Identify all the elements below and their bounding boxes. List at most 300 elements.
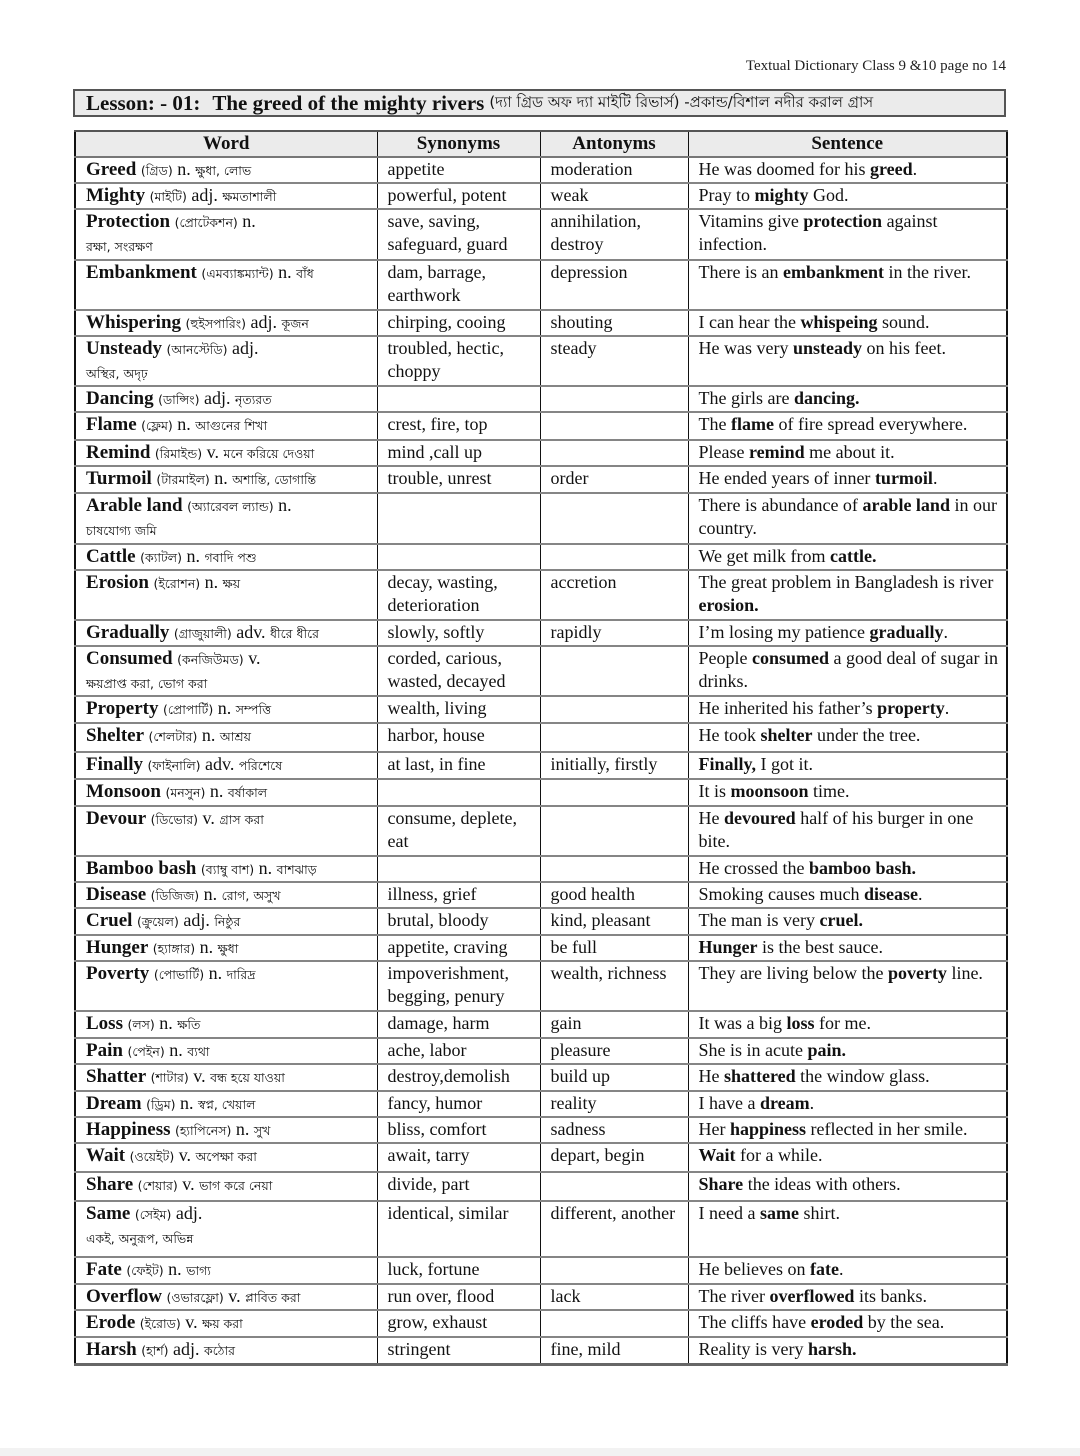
headword: Overflow	[86, 1286, 162, 1307]
sentence-prefix: I’m losing my patience	[698, 622, 870, 642]
headword: Remind	[86, 442, 151, 463]
pronunciation: (মনসুন)	[165, 785, 206, 800]
table-row	[75, 620, 1007, 646]
antonyms-cell	[540, 493, 688, 544]
table-row	[75, 570, 1007, 620]
headword: Happiness	[86, 1119, 171, 1140]
sentence-suffix: under the tree.	[812, 725, 921, 745]
sentence-cell	[688, 440, 1007, 466]
word-cell	[75, 260, 377, 310]
table-row	[75, 935, 1007, 961]
sentence-prefix: Please	[698, 442, 749, 462]
table-row	[75, 1143, 1007, 1172]
bengali-meaning: অপেক্ষা করা	[195, 1149, 257, 1164]
headword: Fate	[86, 1259, 122, 1280]
sentence-keyword: protection	[803, 211, 883, 231]
header-word: Word	[75, 131, 377, 157]
part-of-speech: v.	[206, 442, 220, 462]
header-synonyms: Synonyms	[377, 131, 540, 157]
antonyms-cell: depression	[540, 260, 688, 310]
table-row	[75, 1337, 1007, 1364]
part-of-speech: v.	[185, 1312, 198, 1332]
lesson-label: Lesson: - 01:	[86, 90, 201, 115]
antonyms-cell: depart, begin	[540, 1143, 688, 1172]
sentence-suffix: its banks.	[854, 1286, 927, 1306]
sentence-keyword: turmoil	[874, 468, 933, 488]
sentence-cell	[688, 1091, 1007, 1117]
synonyms-cell: corded, carious, wasted, decayed	[377, 646, 540, 696]
table-row	[75, 1117, 1007, 1143]
table-row	[75, 723, 1007, 752]
part-of-speech: v.	[182, 1174, 195, 1194]
bengali-meaning: ক্ষতি	[177, 1017, 201, 1032]
sentence-cell	[688, 1310, 1007, 1337]
word-cell	[75, 412, 377, 440]
sentence-cell	[688, 961, 1007, 1011]
part-of-speech: n.	[169, 1040, 183, 1060]
part-of-speech: v.	[248, 648, 261, 668]
part-of-speech: n.	[278, 495, 292, 515]
sentence-suffix: in the river.	[883, 262, 971, 282]
sentence-keyword: same	[759, 1203, 799, 1223]
part-of-speech: n.	[235, 1119, 250, 1139]
sentence-keyword: mighty	[754, 185, 809, 205]
lesson-title-english: The greed of the mighty rivers	[212, 90, 485, 115]
antonyms-cell: gain	[540, 1011, 688, 1038]
word-cell	[75, 570, 377, 620]
synonyms-cell: run over, flood	[377, 1284, 540, 1310]
table-row	[75, 466, 1007, 493]
sentence-cell	[688, 1117, 1007, 1143]
sentence-suffix: for a while.	[735, 1145, 823, 1165]
sentence-cell	[688, 806, 1007, 856]
bengali-meaning: নিষ্ঠুর	[214, 914, 241, 929]
pronunciation: (শাটার)	[150, 1070, 189, 1085]
bengali-meaning: চাষযোগ্য জমি	[86, 523, 157, 538]
headword: Finally	[86, 754, 144, 775]
part-of-speech: adj.	[175, 1203, 203, 1223]
sentence-suffix: .	[838, 1259, 844, 1279]
word-cell	[75, 157, 377, 183]
sentence-cell	[688, 935, 1007, 961]
sentence-prefix: I need a	[698, 1203, 760, 1223]
synonyms-cell: identical, similar	[377, 1201, 540, 1257]
synonyms-cell: await, tarry	[377, 1143, 540, 1172]
headword: Shatter	[86, 1066, 147, 1087]
table-row	[75, 544, 1007, 570]
sentence-cell	[688, 157, 1007, 183]
synonyms-cell	[377, 544, 540, 570]
sentence-suffix: me about it.	[804, 442, 895, 462]
headword: Devour	[86, 808, 147, 829]
pronunciation: (ক্রুয়েল)	[136, 914, 179, 929]
pronunciation: (প্রোটেকশন)	[174, 215, 238, 230]
sentence-cell	[688, 570, 1007, 620]
part-of-speech: n.	[177, 159, 191, 179]
sentence-prefix: I have a	[698, 1093, 760, 1113]
page-reference: Textual Dictionary Class 9 &10 page no 14	[745, 58, 1006, 74]
sentence-suffix: .	[932, 468, 938, 488]
word-cell	[75, 908, 377, 935]
part-of-speech: n.	[217, 698, 232, 718]
sentence-keyword: remind	[748, 442, 805, 462]
sentence-keyword: Wait	[698, 1145, 736, 1165]
part-of-speech: adj.	[183, 910, 210, 930]
sentence-cell	[688, 1011, 1007, 1038]
antonyms-cell: fine, mild	[540, 1337, 688, 1364]
headword: Harsh	[86, 1339, 137, 1360]
table-row	[75, 882, 1007, 908]
word-cell	[75, 856, 377, 882]
table-row	[75, 1064, 1007, 1091]
sentence-suffix: half of his burger in one bite.	[698, 808, 974, 851]
synonyms-cell: decay, wasting, deterioration	[377, 570, 540, 620]
sentence-suffix: time.	[808, 781, 850, 801]
bengali-meaning: কূজন	[281, 316, 309, 331]
sentence-prefix: He	[698, 1066, 724, 1086]
sentence-prefix: We get milk from	[698, 546, 831, 566]
part-of-speech: adv.	[205, 754, 235, 774]
word-cell	[75, 646, 377, 696]
sentence-prefix: He took	[698, 725, 761, 745]
pronunciation: (এমব্যাঙ্কম্যান্ট)	[201, 266, 274, 281]
sentence-prefix: He was doomed for his	[698, 159, 870, 179]
table-row	[75, 310, 1007, 336]
part-of-speech: adj.	[231, 338, 259, 358]
sentence-suffix: a good deal of sugar in drinks.	[698, 648, 998, 691]
pronunciation: (পেইন)	[127, 1044, 165, 1059]
sentence-suffix: .	[944, 698, 950, 718]
sentence-cell	[688, 544, 1007, 570]
sentence-cell	[688, 696, 1007, 723]
sentence-cell	[688, 723, 1007, 752]
word-cell	[75, 723, 377, 752]
sentence-prefix: The	[698, 414, 731, 434]
sentence-suffix: by the sea.	[863, 1312, 945, 1332]
sentence-cell	[688, 336, 1007, 386]
sentence-prefix: Vitamins give	[698, 211, 804, 231]
synonyms-cell: crest, fire, top	[377, 412, 540, 440]
table-row	[75, 157, 1007, 183]
word-cell	[75, 209, 377, 260]
sentence-cell	[688, 466, 1007, 493]
part-of-speech: adj.	[203, 388, 231, 408]
word-cell	[75, 183, 377, 209]
sentence-keyword: cruel.	[819, 910, 863, 930]
synonyms-cell: divide, part	[377, 1172, 540, 1201]
sentence-cell	[688, 493, 1007, 544]
bengali-meaning: পরিশেষে	[238, 758, 283, 773]
bengali-meaning: অস্থির, অদৃঢ়	[86, 366, 148, 381]
bengali-meaning: ক্ষমতাশালী	[222, 189, 277, 204]
table-row	[75, 806, 1007, 856]
sentence-cell	[688, 779, 1007, 806]
sentence-cell	[688, 183, 1007, 209]
bengali-meaning: কঠোর	[204, 1343, 235, 1358]
word-cell	[75, 440, 377, 466]
synonyms-cell: wealth, living	[377, 696, 540, 723]
sentence-keyword: arable land	[862, 495, 950, 515]
sentence-cell	[688, 752, 1007, 779]
antonyms-cell: annihilation, destroy	[540, 209, 688, 260]
synonyms-cell: impoverishment, begging, penury	[377, 961, 540, 1011]
pronunciation: (ড্রিম)	[146, 1097, 176, 1112]
sentence-cell	[688, 620, 1007, 646]
antonyms-cell: build up	[540, 1064, 688, 1091]
word-cell	[75, 1038, 377, 1064]
bengali-meaning: ব্যথা	[187, 1044, 210, 1059]
part-of-speech: n.	[209, 781, 224, 801]
antonyms-cell: kind, pleasant	[540, 908, 688, 935]
headword: Pain	[86, 1040, 123, 1061]
word-cell	[75, 1257, 377, 1284]
table-row	[75, 1038, 1007, 1064]
table-row	[75, 1091, 1007, 1117]
bengali-meaning: আশ্রয়	[219, 729, 251, 744]
part-of-speech: n.	[186, 546, 200, 566]
headword: Erosion	[86, 572, 150, 593]
part-of-speech: n.	[168, 1259, 182, 1279]
sentence-suffix: God.	[808, 185, 849, 205]
header-sentence: Sentence	[688, 131, 1007, 157]
bengali-meaning: ভাগ্য	[186, 1263, 211, 1278]
pronunciation: (রিমাইন্ড)	[154, 446, 203, 461]
word-cell	[75, 1284, 377, 1310]
part-of-speech: n.	[159, 1013, 173, 1033]
part-of-speech: adj.	[191, 185, 218, 205]
table-row	[75, 386, 1007, 412]
antonyms-cell	[540, 723, 688, 752]
antonyms-cell: order	[540, 466, 688, 493]
pronunciation: (শেয়ার)	[137, 1178, 178, 1193]
synonyms-cell	[377, 386, 540, 412]
headword: Disease	[86, 884, 147, 905]
sentence-suffix: reflected in her smile.	[806, 1119, 968, 1139]
headword: Unsteady	[86, 338, 163, 359]
synonyms-cell: destroy,demolish	[377, 1064, 540, 1091]
word-cell	[75, 961, 377, 1011]
pronunciation: (শেলটার)	[148, 729, 198, 744]
synonyms-cell: slowly, softly	[377, 620, 540, 646]
sentence-keyword: unsteady	[792, 338, 862, 358]
sentence-keyword: shattered	[724, 1066, 796, 1086]
bengali-meaning: নৃত্যরত	[234, 392, 272, 407]
sentence-prefix: The man is very	[698, 910, 820, 930]
synonyms-cell: illness, grief	[377, 882, 540, 908]
antonyms-cell: moderation	[540, 157, 688, 183]
sentence-cell	[688, 856, 1007, 882]
synonyms-cell: consume, deplete, eat	[377, 806, 540, 856]
part-of-speech: n.	[278, 262, 292, 282]
sentence-prefix: Pray to	[698, 185, 755, 205]
sentence-keyword: pain.	[807, 1040, 847, 1060]
bengali-meaning: সম্পত্তি	[235, 702, 272, 717]
antonyms-cell	[540, 779, 688, 806]
sentence-keyword: embankment	[782, 262, 884, 282]
headword: Flame	[86, 414, 137, 435]
headword: Same	[86, 1203, 131, 1224]
synonyms-cell: ache, labor	[377, 1038, 540, 1064]
pronunciation: (ক্যাটল)	[140, 550, 182, 565]
synonyms-cell: damage, harm	[377, 1011, 540, 1038]
sentence-prefix: He inherited his father’s	[698, 698, 878, 718]
sentence-keyword: poverty	[887, 963, 947, 983]
sentence-keyword: fate	[809, 1259, 839, 1279]
headword: Loss	[86, 1013, 123, 1034]
part-of-speech: n.	[258, 858, 273, 878]
word-cell	[75, 1117, 377, 1143]
headword: Whispering	[86, 312, 182, 333]
synonyms-cell: luck, fortune	[377, 1257, 540, 1284]
table-row	[75, 183, 1007, 209]
table-row	[75, 1257, 1007, 1284]
sentence-keyword: erosion.	[698, 595, 759, 615]
bengali-meaning: ক্ষয়	[222, 576, 241, 591]
sentence-suffix: is the best sauce.	[757, 937, 883, 957]
headword: Mighty	[86, 185, 146, 206]
sentence-cell	[688, 1257, 1007, 1284]
part-of-speech: n.	[201, 725, 216, 745]
antonyms-cell: lack	[540, 1284, 688, 1310]
word-cell	[75, 806, 377, 856]
bengali-meaning: রক্ষা, সংরক্ষণ	[86, 239, 153, 254]
sentence-keyword: Hunger	[698, 937, 758, 957]
antonyms-cell: steady	[540, 336, 688, 386]
headword: Poverty	[86, 963, 150, 984]
headword: Dancing	[86, 388, 154, 409]
antonyms-cell: be full	[540, 935, 688, 961]
part-of-speech: v.	[178, 1145, 192, 1165]
sentence-keyword: Finally,	[698, 754, 757, 774]
word-cell	[75, 1091, 377, 1117]
table-row	[75, 336, 1007, 386]
pronunciation: (আনস্টেডি)	[166, 342, 228, 357]
sentence-prefix: I can hear the	[698, 312, 801, 332]
part-of-speech: n.	[204, 572, 219, 592]
pronunciation: (টারমাইল)	[156, 472, 210, 487]
synonyms-cell	[377, 493, 540, 544]
sentence-prefix: He believes on	[698, 1259, 810, 1279]
sentence-cell	[688, 1337, 1007, 1364]
table-row	[75, 209, 1007, 260]
antonyms-cell	[540, 646, 688, 696]
bengali-meaning: ক্ষয় করা	[202, 1316, 243, 1331]
table-row	[75, 1310, 1007, 1337]
sentence-prefix: It was a big	[698, 1013, 787, 1033]
bengali-meaning: প্লাবিত করা	[245, 1290, 301, 1305]
synonyms-cell: fancy, humor	[377, 1091, 540, 1117]
word-cell	[75, 696, 377, 723]
word-cell	[75, 493, 377, 544]
sentence-cell	[688, 1284, 1007, 1310]
antonyms-cell	[540, 386, 688, 412]
sentence-prefix: The cliffs have	[698, 1312, 811, 1332]
part-of-speech: adv.	[236, 622, 266, 642]
bengali-meaning: ধীরে ধীরে	[270, 626, 319, 641]
sentence-prefix: The girls are	[698, 388, 794, 408]
antonyms-cell	[540, 1310, 688, 1337]
pronunciation: (ফেইট)	[126, 1263, 164, 1278]
sentence-keyword: disease	[863, 884, 918, 904]
headword: Shelter	[86, 725, 145, 746]
bengali-meaning: মনে করিয়ে দেওয়া	[223, 446, 315, 461]
sentence-prefix: There is abundance of	[698, 495, 863, 515]
headword: Monsoon	[86, 781, 161, 802]
word-cell	[75, 1201, 377, 1257]
sentence-suffix: for me.	[814, 1013, 871, 1033]
bengali-meaning: বর্ষাকাল	[227, 785, 268, 800]
sentence-cell	[688, 1143, 1007, 1172]
pronunciation: (অ্যারেবল ল্যান্ড)	[187, 499, 274, 514]
synonyms-cell: appetite	[377, 157, 540, 183]
part-of-speech: v.	[202, 808, 215, 828]
sentence-suffix: I got it.	[756, 754, 814, 774]
table-row	[75, 1201, 1007, 1257]
pronunciation: (ফাইনালি)	[147, 758, 201, 773]
sentence-keyword: gradually	[869, 622, 944, 642]
headword: Wait	[86, 1145, 126, 1166]
sentence-keyword: eroded	[810, 1312, 864, 1332]
table-row	[75, 260, 1007, 310]
part-of-speech: adj.	[250, 312, 277, 332]
word-cell	[75, 882, 377, 908]
synonyms-cell: chirping, cooing	[377, 310, 540, 336]
synonyms-cell: dam, barrage, earthwork	[377, 260, 540, 310]
pronunciation: (লস)	[127, 1017, 155, 1032]
headword: Greed	[86, 159, 137, 180]
bengali-meaning: একই, অনুরূপ, অভিন্ন	[86, 1231, 194, 1246]
synonyms-cell	[377, 856, 540, 882]
antonyms-cell: sadness	[540, 1117, 688, 1143]
sentence-prefix: People	[698, 648, 752, 668]
synonyms-cell: mind ,call up	[377, 440, 540, 466]
table-row	[75, 856, 1007, 882]
sentence-prefix: He	[698, 808, 724, 828]
part-of-speech: n.	[199, 937, 214, 957]
antonyms-cell	[540, 1172, 688, 1201]
pronunciation: (গ্রিড)	[140, 163, 173, 178]
sentence-suffix: line.	[946, 963, 983, 983]
sentence-suffix: .	[912, 159, 918, 179]
antonyms-cell	[540, 696, 688, 723]
bengali-meaning: বন্ধ হয়ে যাওয়া	[210, 1070, 285, 1085]
antonyms-cell: different, another	[540, 1201, 688, 1257]
table-header-row	[75, 131, 1007, 157]
sentence-prefix: Smoking causes much	[698, 884, 864, 904]
sentence-cell	[688, 1064, 1007, 1091]
lesson-title-bengali: (দ্যা গ্রিড অফ দ্যা মাইটি রিভার্স) -প্রকান্ড/বিশাল নদীর করাল গ্রাস	[489, 92, 874, 111]
synonyms-cell: stringent	[377, 1337, 540, 1364]
part-of-speech: n.	[203, 884, 218, 904]
bengali-meaning: সুখ	[253, 1123, 271, 1138]
headword: Hunger	[86, 937, 149, 958]
pronunciation: (হার্শ)	[141, 1343, 169, 1358]
part-of-speech: adj.	[173, 1339, 200, 1359]
bengali-meaning: ভাগ করে নেয়া	[199, 1178, 273, 1193]
sentence-keyword: dancing.	[793, 388, 860, 408]
sentence-keyword: property	[877, 698, 945, 718]
antonyms-cell	[540, 1257, 688, 1284]
bengali-meaning: বাশঝাড়	[276, 862, 317, 877]
part-of-speech: n.	[242, 211, 256, 231]
part-of-speech: n.	[180, 1093, 194, 1113]
antonyms-cell	[540, 856, 688, 882]
table-row	[75, 1284, 1007, 1310]
sentence-keyword: bamboo bash.	[808, 858, 917, 878]
sentence-suffix: the window glass.	[795, 1066, 930, 1086]
pronunciation: (হ্যাপিনেস)	[174, 1123, 232, 1138]
headword: Embankment	[86, 262, 197, 283]
